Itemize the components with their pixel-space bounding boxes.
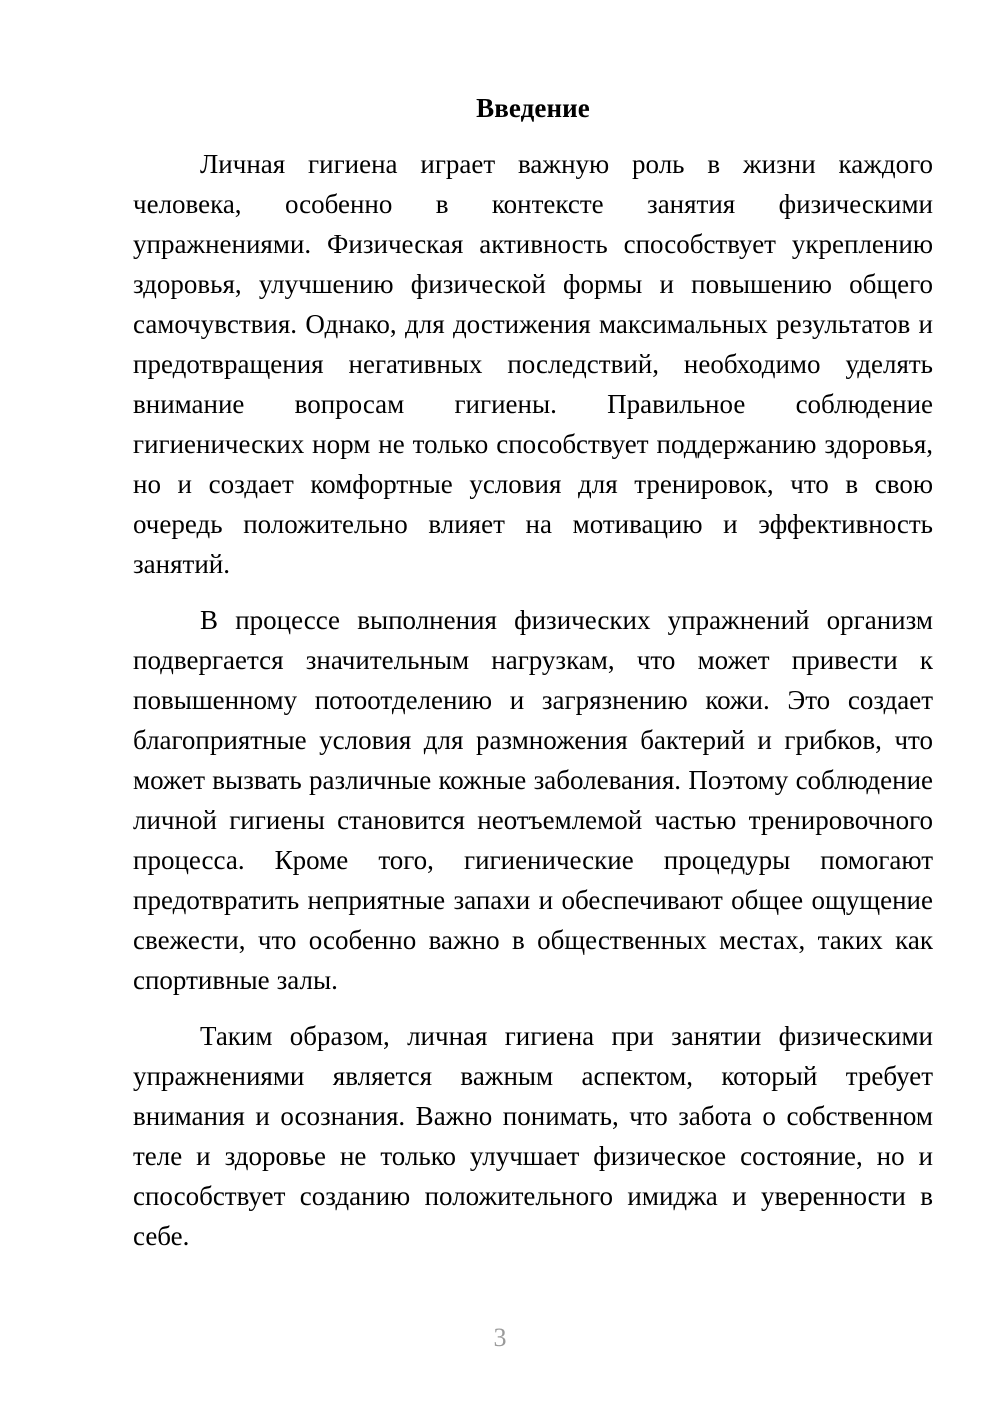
page-content — [133, 88, 933, 1256]
page-number: 3 — [493, 1323, 507, 1352]
body-paragraph-3: Таким образом, личная гигиена при занятии физическими упражнениями является важным аспектом, который требует внимания и осознания. Важно понимать, что забота о собственном теле и здоровье не только улучшает физическое состояние, но и способствует созданию положительного имиджа и уверенности в себе. — [133, 1021, 933, 1251]
page-title: Введение — [476, 93, 590, 123]
body-paragraph-2: В процессе выполнения физических упражнений организм подвергается значительным нагрузкам, что может привести к повышенному потоотделению и загрязнению кожи. Это создает благоприятные условия для размножения бактерий и грибков, что может вызвать различные кожные заболевания. Поэтому соблюдение личной гигиены становится неотъемлемой частью тренировочного процесса. Кроме того, гигиенические процедуры помогают предотвратить неприятные запахи и обеспечивают общее ощущение свежести, что особенно важно в общественных местах, таких как спортивные залы. — [133, 605, 933, 995]
body-paragraph-1: Личная гигиена играет важную роль в жизни каждого человека, особенно в контексте занятия физическими упражнениями. Физическая активность способствует укреплению здоровья, улучшению физической формы и повышению общего самочувствия. Однако, для достижения максимальных результатов и предотвращения негативных последствий, необходимо уделять внимание вопросам гигиены. Правильное соблюдение гигиенических норм не только способствует поддержанию здоровья, но и создает комфортные условия для тренировок, что в свою очередь положительно влияет на мотивацию и эффективность занятий. — [133, 149, 933, 579]
